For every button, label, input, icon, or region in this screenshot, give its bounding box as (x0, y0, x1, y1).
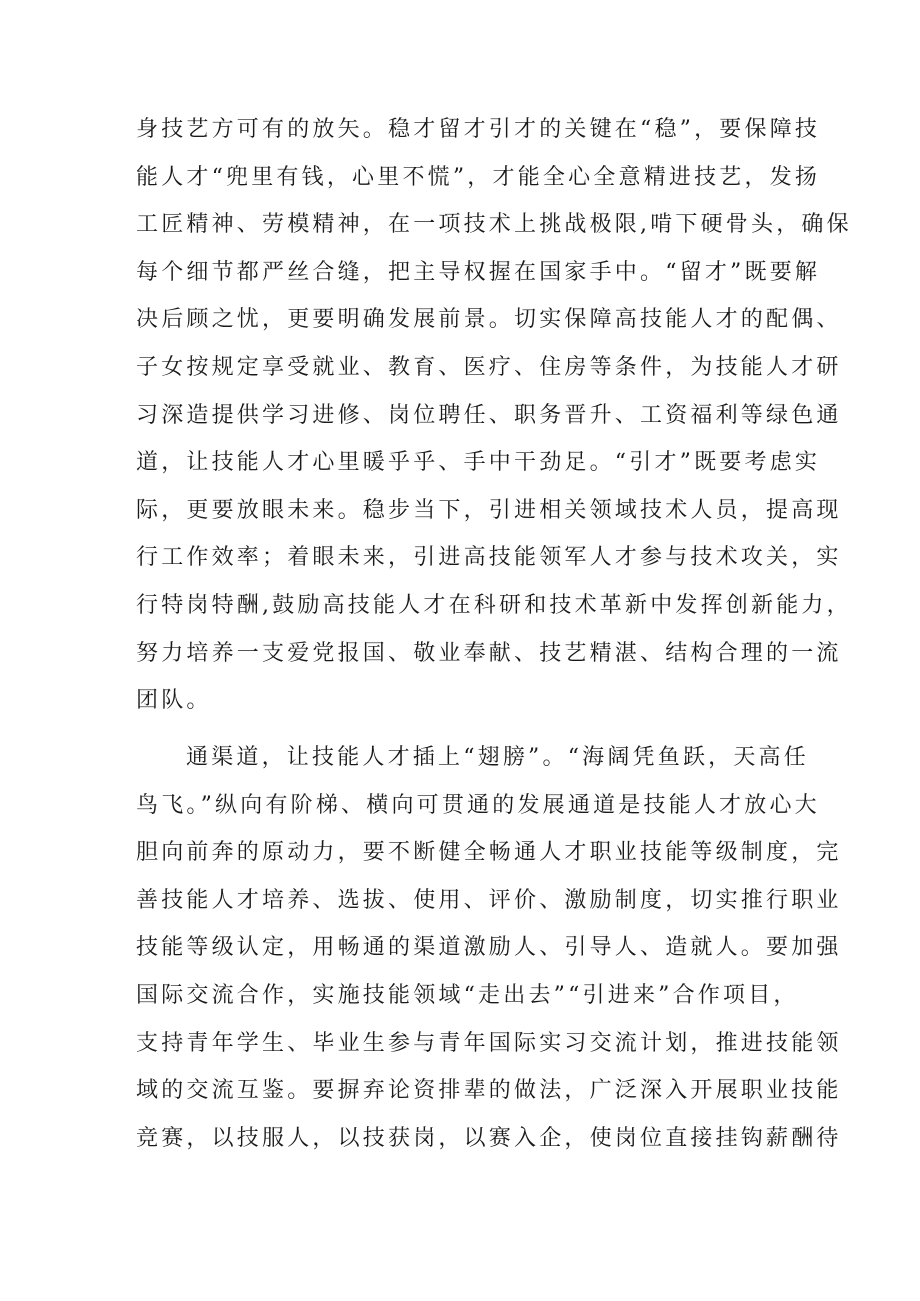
paragraph-2-line: 技能等级认定，用畅通的渠道激励人、引导人、造就人。要加强 (136, 935, 842, 961)
paragraph-2 (136, 734, 842, 1162)
paragraph-2-line: 鸟飞。”纵向有阶梯、横向可贯通的发展通道是技能人才放心大 (136, 792, 820, 818)
paragraph-2-line: 域的交流互鉴。要摒弃论资排辈的做法，广泛深入开展职业技能 (136, 1078, 842, 1104)
paragraph-1-line: 团队。 (136, 688, 212, 714)
paragraph-2-line: 国际交流合作，实施技能领域“走出去”“引进来”合作项目， (136, 982, 799, 1008)
paragraph-1-line: 道，让技能人才心里暖乎乎、手中干劲足。“引才”既要考虑实 (136, 450, 821, 476)
paragraph-2-line: 支持青年学生、毕业生参与青年国际实习交流计划，推进技能领 (136, 1030, 842, 1056)
paragraph-1-line: 能人才“兜里有钱，心里不慌”，才能全心全意精进技艺，发扬 (136, 164, 821, 190)
paragraph-1-line: 行特岗特酬,鼓励高技能人才在科研和技术革新中发挥创新能力， (136, 592, 852, 618)
paragraph-2-line: 竞赛，以技服人，以技获岗，以赛入企，使岗位直接挂钩薪酬待 (136, 1125, 842, 1151)
paragraph-1-line: 子女按规定享受就业、教育、医疗、住房等条件，为技能人才研 (136, 354, 842, 380)
paragraph-1-line: 每个细节都严丝合缝，把主导权握在国家手中。“留才”既要解 (136, 259, 821, 285)
paragraph-1-line: 决后顾之忧，更要明确发展前景。切实保障高技能人才的配偶、 (136, 307, 842, 333)
paragraph-1-line: 行工作效率；着眼未来，引进高技能领军人才参与技术攻关，实 (136, 545, 842, 571)
paragraph-1 (136, 106, 852, 725)
paragraph-1-line: 努力培养一支爱党报国、敬业奉献、技艺精湛、结构合理的一流 (136, 640, 842, 666)
paragraph-1-line: 身技艺方可有的放矢。稳才留才引才的关键在“稳”，要保障技 (136, 117, 821, 142)
paragraph-1-line: 工匠精神、劳模精神，在一项技术上挑战极限,啃下硬骨头，确保 (136, 212, 852, 238)
paragraph-1-line: 际，更要放眼未来。稳步当下，引进相关领域技术人员，提高现 (136, 497, 842, 523)
paragraph-2-line: 胆向前奔的原动力，要不断健全畅通人才职业技能等级制度，完 (136, 840, 842, 866)
paragraph-1-line: 习深造提供学习进修、岗位聘任、职务晋升、工资福利等绿色通 (136, 402, 842, 428)
paragraph-2-line: 善技能人才培养、选拔、使用、评价、激励制度，切实推行职业 (136, 887, 842, 913)
paragraph-2-line: 通渠道，让技能人才插上“翅膀”。“海阔凭鱼跃，天高任 (186, 745, 809, 770)
